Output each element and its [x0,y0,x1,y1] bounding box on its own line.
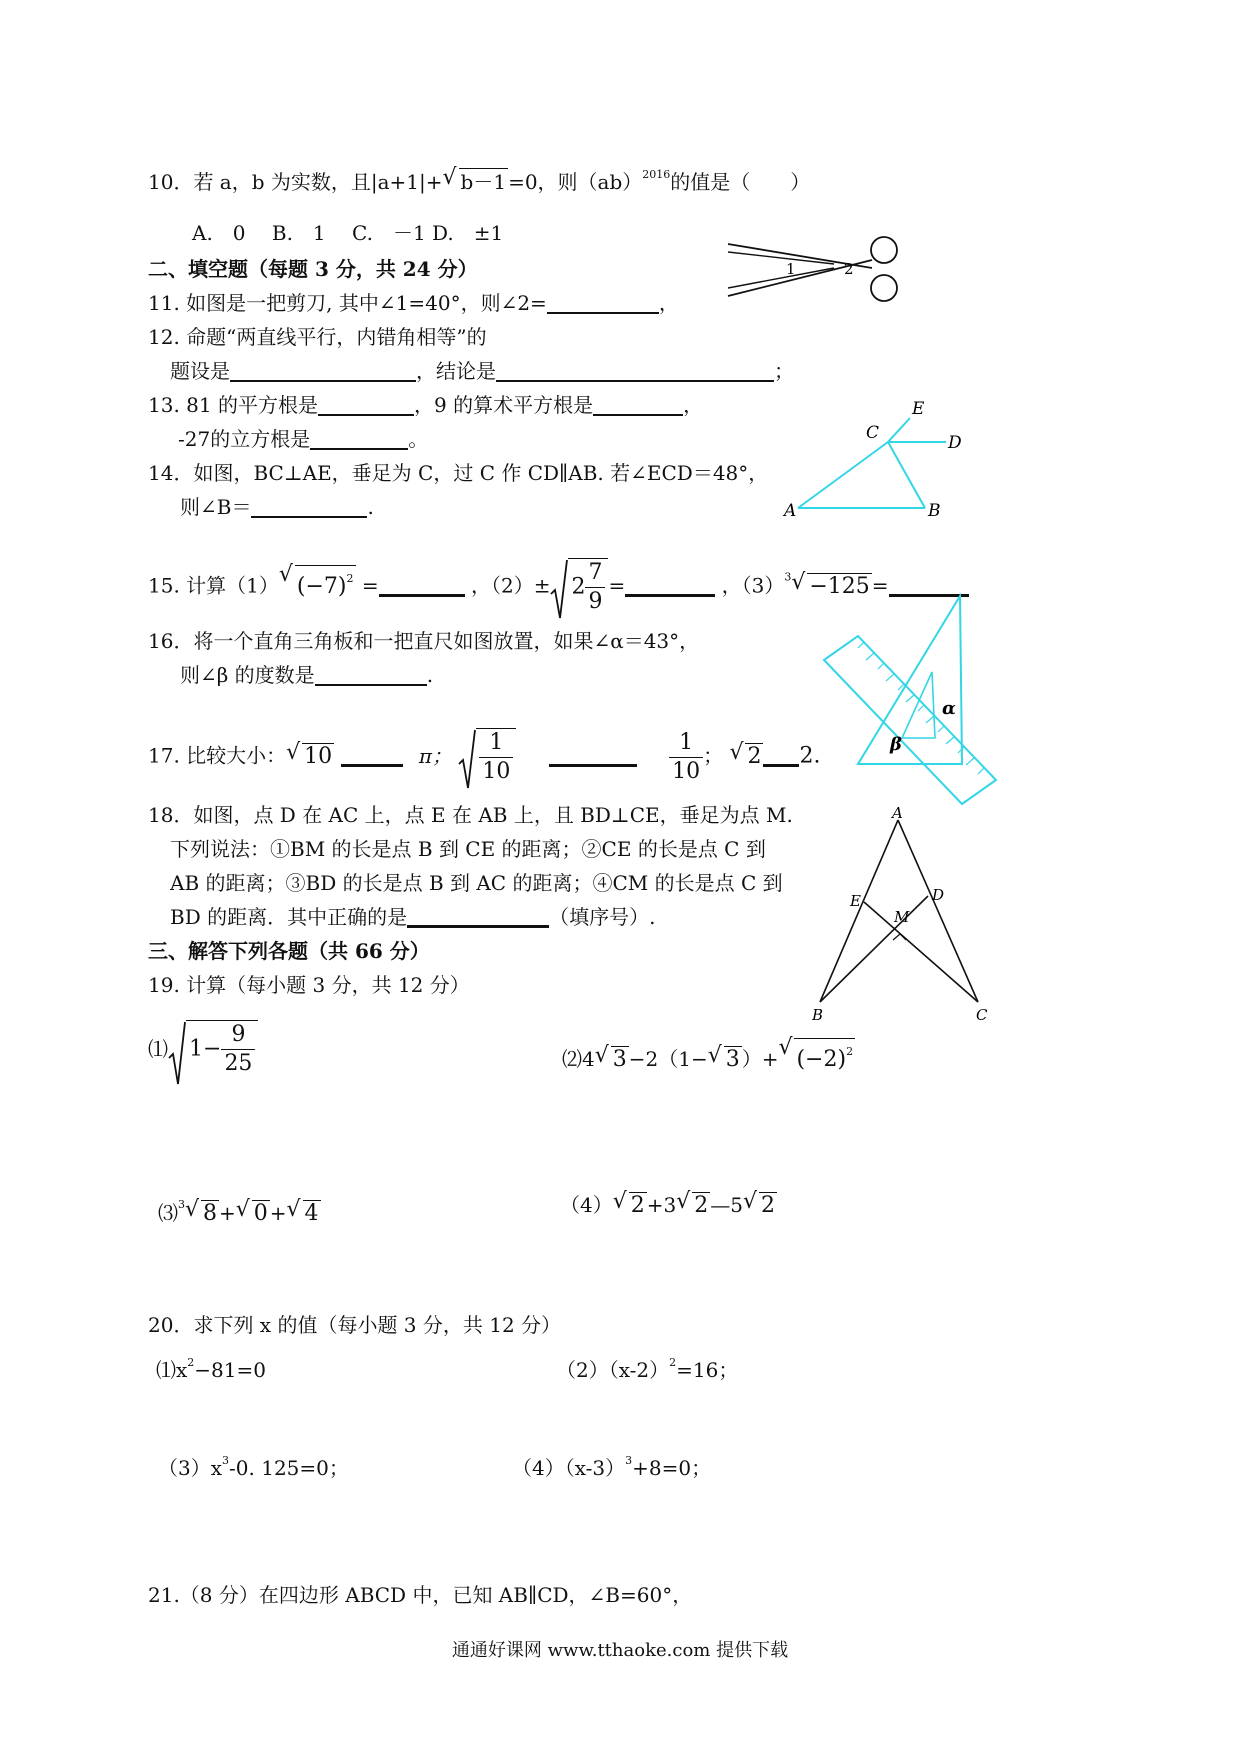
q12-line1: 12. 命题“两直线平行，内错角相等”的 [148,325,487,349]
q12-conclusion-blank[interactable] [496,360,774,382]
svg-text:B: B [928,501,941,521]
scissors-handle-bottom [871,275,897,301]
svg-text:C: C [866,423,880,443]
q20-part2: $(2)(x-2)^2=16$； [556,1356,739,1382]
q14-blank[interactable] [251,496,367,518]
sqrt-mixed-fraction: 2 $\frac{7}{9}$ [550,558,608,616]
q13-line2: -27的立方根是 。 [178,427,429,451]
svg-text:B: B [812,1006,824,1024]
q11-blank[interactable] [547,292,659,314]
q13-blank-3[interactable] [310,428,408,450]
q18-triangle-figure [802,806,1002,1030]
q17-blank-3[interactable] [763,744,799,767]
q18-line4: BD 的距离．其中正确的是 （填序号）. [170,905,656,929]
q19-part2: ⑵4√ 3 −2（1−√ 3 ）+√ $(-2)^2$ [562,1038,855,1073]
q11: 11. 如图是一把剪刀, 其中∠1=40°，则∠2= ， [148,291,679,315]
q21: 21.（8 分）在四边形 ABCD 中，已知 AB∥CD，∠B=60°， [148,1583,693,1607]
alpha-label: α [942,698,956,719]
q13-blank-1[interactable] [318,394,414,416]
q10-options: A. 0 B. 1 C. －1 D. ±1 [192,221,504,245]
radical-sign-icon [458,728,476,790]
sqrt-1-over-10: $\frac{1}{10}$ [458,728,516,786]
q14-triangle-figure [780,396,966,526]
svg-text:E: E [912,399,925,419]
scissors-handle-top [871,237,897,263]
q13-blank-2[interactable] [593,394,683,416]
sqrt-1-minus-9-25: 1− $\frac{9}{25}$ [168,1020,258,1078]
q15-blank-2[interactable] [625,574,715,597]
angle-1-label: 1 [786,260,796,278]
section-3-title: 三、解答下列各题（共 66 分） [148,939,430,963]
section-2-title: 二、填空题（每题 3 分，共 24 分） [148,257,478,281]
q18-line1: 18．如图，点 D 在 AC 上，点 E 在 AB 上，且 BD⊥CE，垂足为点 M. [148,803,793,827]
sqrt-b-1: √ b－1 [443,168,509,195]
q16-line2: 则∠β 的度数是 . [180,663,434,687]
q19-part4: （4）√ 2 +3√ 2 —5√ 2 [560,1192,777,1219]
svg-text:M: M [894,908,910,926]
svg-text:A: A [892,806,903,822]
q12-hypothesis-blank[interactable] [230,360,416,382]
q18-line3: AB 的距离；③BD 的长是点 B 到 AC 的距离；④CM 的长是点 C 到 [170,871,783,895]
q20-title: 20．求下列 x 的值（每小题 3 分，共 12 分） [148,1313,562,1337]
svg-text:E: E [850,892,861,910]
q15: 15. 计算（1）√ $(-7)^2$ = ，（2）± 2 $\frac{7}{9}$ = ，$(3)^3√ -125$ = [148,558,969,616]
sqrt-neg7-sq: √ $(-7)^2$ [279,565,356,600]
q20-part3: $(3)x^3-0$. 125=0； [158,1454,349,1480]
angle-2-label: 2 [844,260,854,278]
q16-blank[interactable] [315,664,427,686]
q14-line2: 则∠B＝ . [180,495,374,519]
cbrt-neg125: √ −125 [791,573,871,600]
q10-stem: 10．若 a，b 为实数，且|a+1|+√ b－1 =0，则（ab）$^{2016}$的值是（ ） [148,162,810,195]
radical-sign-icon [168,1020,186,1086]
svg-text:A: A [784,501,797,521]
svg-text:D: D [948,433,962,453]
q12-line2: 题设是 ，结论是 ； [170,359,794,383]
radical-sign-icon [550,558,568,620]
q16-line1: 16．将一个直角三角板和一把直尺如图放置，如果∠α＝43°， [148,629,700,653]
q19-part3: ⑶$^3$√ 8 +√ 0 +√ 4 [158,1192,321,1227]
sqrt-10: √ 10 [286,743,334,770]
scissors-figure [722,230,906,310]
q16-ruler-figure [820,586,1006,812]
sqrt-2: √ 2 [729,743,763,770]
q17: 17. 比较大小：√ 10 π； $\frac{1}{10}$ $\frac{1}{10}$ ； √ 2 2. [148,728,820,786]
footer-credit: 通通好课网 www.tthaoke.com 提供下载 [451,1640,789,1661]
q19-part1: ⑴ 1− $\frac{9}{25}$ [148,1020,258,1084]
svg-text:C: C [976,1006,988,1024]
q18-blank[interactable] [407,905,549,928]
q13-line1: 13. 81 的平方根是 ，9 的算术平方根是 ， [148,393,704,417]
q15-blank-1[interactable] [379,574,465,597]
q14-line1: 14．如图，BC⊥AE，垂足为 C，过 C 作 CD∥AB. 若∠ECD＝48°， [148,461,769,485]
q17-blank-1[interactable] [341,744,403,767]
beta-label: β [890,734,902,755]
q20-part1: $⑴x^2-81=0$ [156,1356,266,1382]
q18-line2: 下列说法：①BM 的长是点 B 到 CE 的距离；②CE 的长是点 C 到 [170,837,766,861]
q17-blank-2[interactable] [549,744,637,767]
q19-title: 19. 计算（每小题 3 分，共 12 分） [148,973,470,997]
svg-text:D: D [932,886,945,904]
q20-part4: $(4)(x-3)^3+8=0$； [512,1454,712,1480]
fraction-1-10: $\frac{1}{10}$ [669,729,703,786]
